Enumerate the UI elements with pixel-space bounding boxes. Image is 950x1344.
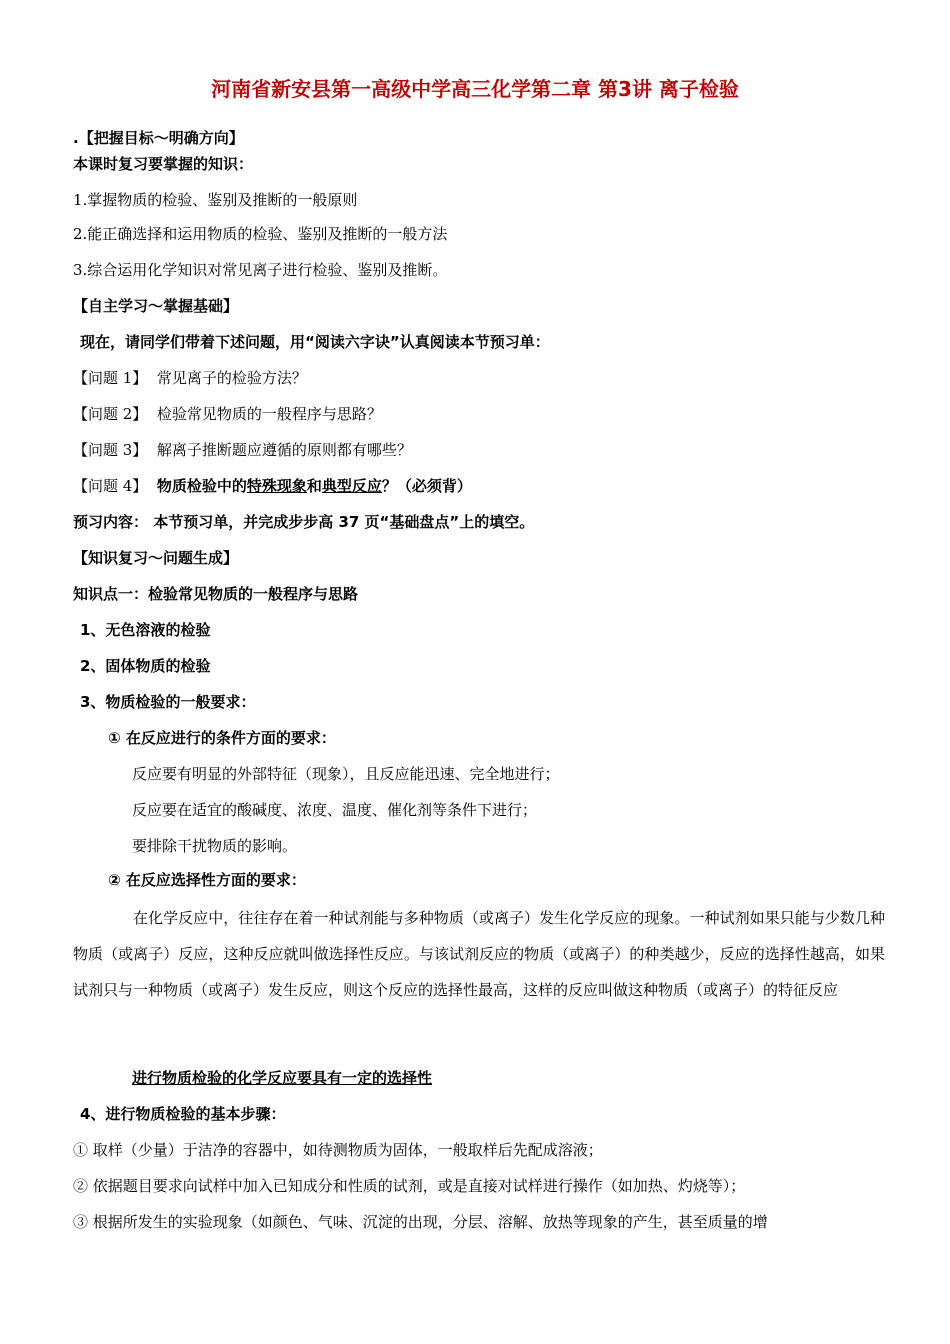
question-2 <box>73 404 382 424</box>
requirement-line-2: 反应要在适宜的酸碱度、浓度、温度、催化剂等条件下进行； <box>132 801 538 819</box>
document-title: 河南省新安县第一高级中学高三化学第二章 第3讲 离子检验 <box>211 77 739 101</box>
preview-content: 预习内容： 本节预习单，并完成步步高 37 页“基础盘点”上的填空。 <box>73 513 535 531</box>
section-heading-goals: .【把握目标～明确方向】 <box>73 129 244 147</box>
section-subheading-knowledge: 本课时复习要掌握的知识： <box>73 155 254 173</box>
question-text-underline-1: 特殊现象 <box>246 477 307 495</box>
goal-item-3: 3.综合运用化学知识对常见离子进行检验、鉴别及推断。 <box>73 261 448 279</box>
section-heading-review: 【知识复习～问题生成】 <box>73 549 239 567</box>
section-heading-self-study: 【自主学习～掌握基础】 <box>73 297 239 315</box>
question-text-mid: 和 <box>306 477 322 495</box>
question-tag: 【问题 1】 <box>73 369 148 387</box>
step-heading-3: 3、物质检验的一般要求： <box>80 693 256 711</box>
question-tag: 【问题 4】 <box>73 477 148 495</box>
step-heading-4: 4、进行物质检验的基本步骤： <box>80 1105 286 1123</box>
procedure-step-3: ③ 根据所发生的实验现象（如颜色、气味、沉淀的出现，分层、溶解、放热等现象的产生，甚至质量的增 <box>73 1213 768 1231</box>
requirement-heading-1: ① 在反应进行的条件方面的要求： <box>108 729 336 747</box>
requirement-heading-2: ② 在反应选择性方面的要求： <box>108 871 306 889</box>
knowledge-point-1: 知识点一：检验常见物质的一般程序与思路 <box>73 585 359 603</box>
question-text-pre: 物质检验中的 <box>156 477 247 495</box>
requirement-line-1: 反应要有明显的外部特征（现象），且反应能迅速、完全地进行； <box>132 765 560 783</box>
question-text-underline-2: 典型反应 <box>321 477 382 495</box>
question-text: 常见离子的检验方法？ <box>156 369 307 387</box>
question-tag: 【问题 3】 <box>73 441 148 459</box>
question-text: 解离子推断题应遵循的原则都有哪些？ <box>156 441 412 459</box>
goal-item-2: 2.能正确选择和运用物质的检验、鉴别及推断的一般方法 <box>73 225 448 243</box>
step-heading-2: 2、固体物质的检验 <box>80 657 211 675</box>
question-1 <box>73 368 307 388</box>
selectivity-paragraph: 在化学反应中，往往存在着一种试剂能与多种物质（或离子）发生化学反应的现象。一种试剂如果只能与少数几种物质（或离子）反应，这种反应就叫做选择性反应。与该试剂反应的物质（或离子）的种类越少，反应的选择性越高，如果试剂只与一种物质（或离子）发生反应，则这个反应的选择性最高，这样的反应叫做这种物质（或离子）的特征反应 <box>73 909 885 999</box>
self-study-intro: 现在，请同学们带着下述问题，用“阅读六字诀”认真阅读本节预习单： <box>80 333 550 351</box>
procedure-step-1: ① 取样（少量）于洁净的容器中，如待测物质为固体，一般取样后先配成溶液； <box>73 1141 603 1159</box>
question-tag: 【问题 2】 <box>73 405 148 423</box>
procedure-step-2: ② 依据题目要求向试样中加入已知成分和性质的试剂，或是直接对试样进行操作（如加热、灼烧等）； <box>73 1177 746 1195</box>
requirement-line-3: 要排除干扰物质的影响。 <box>132 837 298 855</box>
goal-item-1: 1.掌握物质的检验、鉴别及推断的一般原则 <box>73 191 358 209</box>
question-3 <box>73 440 412 460</box>
step-heading-1: 1、无色溶液的检验 <box>80 621 211 639</box>
question-text: 检验常见物质的一般程序与思路？ <box>156 405 382 423</box>
question-text-post: ？（必须背） <box>381 477 472 495</box>
question-4 <box>73 476 472 496</box>
selectivity-conclusion: 进行物质检验的化学反应要具有一定的选择性 <box>132 1069 433 1087</box>
